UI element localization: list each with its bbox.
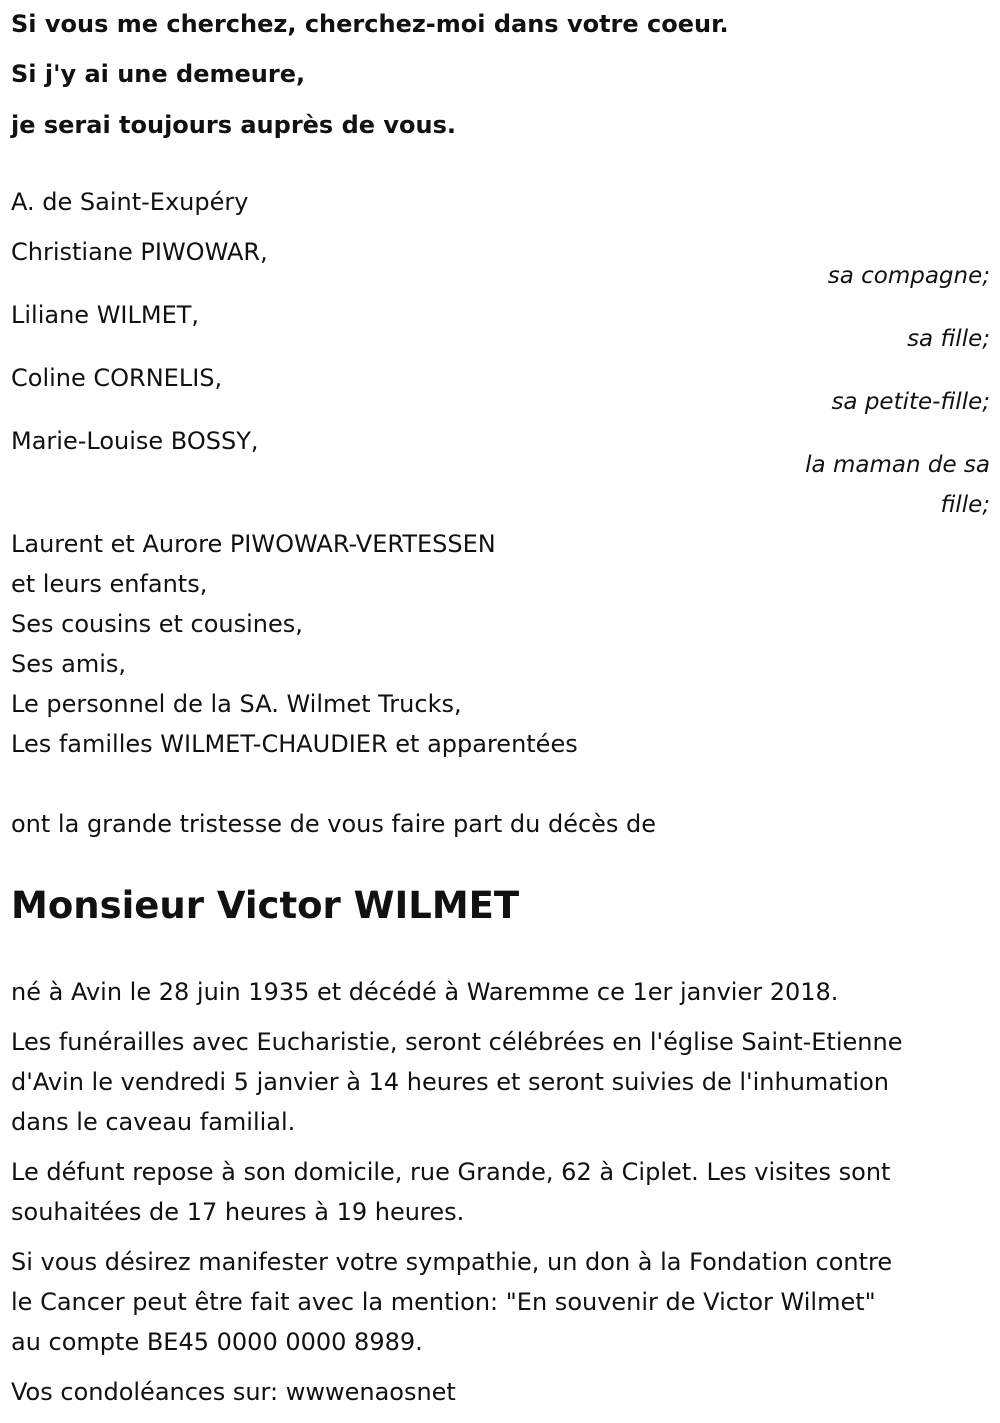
donation-line-1: Si vous désirez manifester votre sympathie, un don à la Fondation contre: [11, 1248, 893, 1276]
donation-line-3: au compte BE45 0000 0000 8989.: [11, 1328, 423, 1356]
visits-line-1: Le défunt repose à son domicile, rue Grande, 62 à Ciplet. Les visites sont: [11, 1158, 891, 1186]
funeral-line-1: Les funérailles avec Eucharistie, seront célébrées en l'église Saint-Etienne: [11, 1028, 903, 1056]
condolences-link[interactable]: Vos condoléances sur: wwwenaosnet: [11, 1378, 456, 1406]
deceased-name: Monsieur Victor WILMET: [11, 884, 520, 927]
others-line-3: Ses cousins et cousines,: [11, 610, 303, 638]
quote-author: A. de Saint-Exupéry: [11, 188, 249, 216]
family-name-2: Liliane WILMET,: [11, 301, 200, 329]
quote-line-3: je serai toujours auprès de vous.: [11, 111, 457, 139]
family-name-3: Coline CORNELIS,: [11, 364, 223, 392]
family-relation-4b: fille;: [940, 492, 990, 518]
others-line-4: Ses amis,: [11, 650, 127, 678]
funeral-line-2: d'Avin le vendredi 5 janvier à 14 heures et seront suivies de l'inhumation: [11, 1068, 889, 1096]
others-line-5: Le personnel de la SA. Wilmet Trucks,: [11, 690, 462, 718]
others-line-2: et leurs enfants,: [11, 570, 208, 598]
funeral-line-3: dans le caveau familial.: [11, 1108, 296, 1136]
birth-death: né à Avin le 28 juin 1935 et décédé à Waremme ce 1er janvier 2018.: [11, 978, 839, 1006]
visits-line-2: souhaitées de 17 heures à 19 heures.: [11, 1198, 465, 1226]
family-relation-4a: la maman de sa: [805, 452, 990, 478]
others-line-1: Laurent et Aurore PIWOWAR-VERTESSEN: [11, 530, 496, 558]
donation-line-2: le Cancer peut être fait avec la mention: "En souvenir de Victor Wilmet": [11, 1288, 876, 1316]
family-relation-2: sa fille;: [907, 326, 990, 352]
family-relation-3: sa petite-fille;: [831, 389, 990, 415]
others-line-6: Les familles WILMET-CHAUDIER et apparentées: [11, 730, 578, 758]
announcement: ont la grande tristesse de vous faire part du décès de: [11, 810, 657, 838]
quote-line-2: Si j'y ai une demeure,: [11, 60, 306, 88]
quote-line-1: Si vous me cherchez, cherchez-moi dans votre coeur.: [11, 10, 729, 38]
family-relation-1: sa compagne;: [827, 263, 990, 289]
family-name-4: Marie-Louise BOSSY,: [11, 427, 259, 455]
family-name-1: Christiane PIWOWAR,: [11, 238, 268, 266]
